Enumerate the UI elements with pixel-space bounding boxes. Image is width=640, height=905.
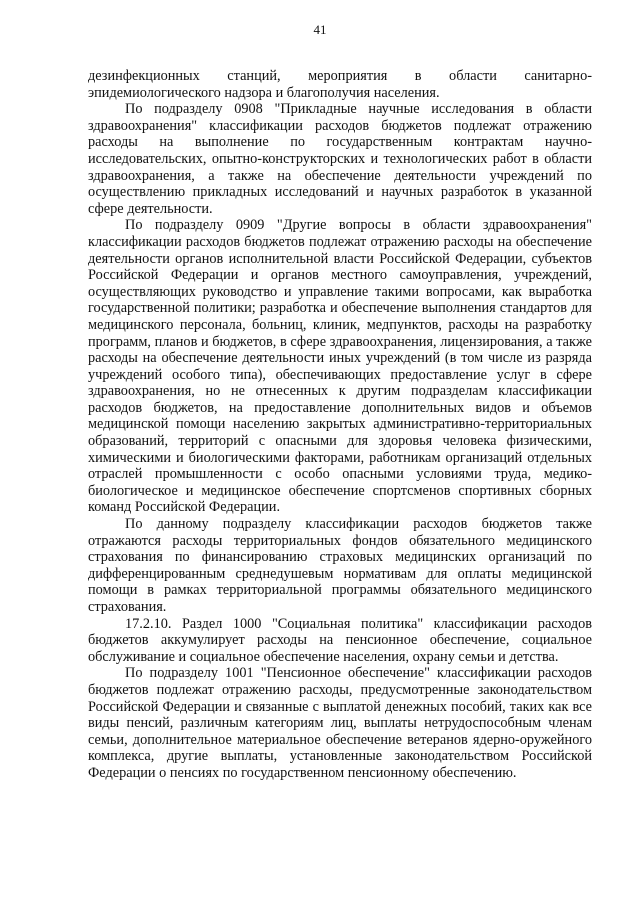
paragraph-subsection-0909: По подразделу 0909 "Другие вопросы в области здравоохранения" классификации расходов бюджетов подлежат отражению расходы на обеспечение деятельности органов исполнительной власти Российской Федерации, субъектов Российской Федерации и органов местного самоуправления, учреждений, осуществляющих руководство и управление такими вопросами, как выработка государственной политики; разработка и обеспечение выполнения стандартов для медицинского персонала, больниц, клиник, медпунктов, расходы на разработку программ, планов и бюджетов, в сфере здравоохранения, лицензирования, а также расходы на обеспечение деятельности иных учреждений (в том числе из разряда учреждений особого типа), обеспечивающих предоставление услуг в сфере здравоохранения, но не отнесенных к другим подразделам классификации расходов бюджетов, на предоставление дополнительных видов и объемов медицинской помощи населению закрытых административно-территориальных образований, территорий с опасными для здоровья человека физическими, химическими и биологическими факторами, работникам организаций отдельных отраслей промышленности с особо опасными условиями труда, медико-биологическое и медицинское обеспечение спортсменов спортивных сборных команд Российской Федерации. <box>88 217 592 516</box>
paragraph-subsection-0909-funds: По данному подразделу классификации расходов бюджетов также отражаются расходы территориальных фондов обязательного медицинского страхования по финансированию страховых медицинских организаций по дифференцированным среднедушевым нормативам для оплаты медицинской помощи в рамках территориальной программы обязательного медицинского страхования. <box>88 516 592 615</box>
paragraph-continuation: дезинфекционных станций, мероприятия в области санитарно-эпидемиологического надзора и благополучия населения. <box>88 68 592 101</box>
page-number: 41 <box>313 22 327 37</box>
document-body <box>88 68 592 782</box>
paragraph-section-1000: 17.2.10. Раздел 1000 "Социальная политика" классификации расходов бюджетов аккумулирует расходы на пенсионное обеспечение, социальное обслуживание и социальное обеспечение населения, охрану семьи и детства. <box>88 615 592 665</box>
paragraph-subsection-1001: По подразделу 1001 "Пенсионное обеспечение" классификации расходов бюджетов подлежат отражению расходы, предусмотренные законодательством Российской Федерации и связанные с выплатой денежных пособий, таких как все виды пенсий, различным категориям лиц, выплаты нетрудоспособным членам семьи, дополнительное материальное обеспечение ветеранов ядерно-оружейного комплекса, другие выплаты, установленные законодательством Российской Федерации о пенсиях по государственном пенсионному обеспечению. <box>88 665 592 781</box>
paragraph-subsection-0908: По подразделу 0908 "Прикладные научные исследования в области здравоохранения" классификации расходов бюджетов подлежат отражению расходы на выполнение по государственным контрактам научно-исследовательских, опытно-конструкторских и технологических работ в области здравоохранения, а также на обеспечение деятельности учреждений по осуществлению прикладных исследований и научных разработок в указанной сфере деятельности. <box>88 101 592 217</box>
